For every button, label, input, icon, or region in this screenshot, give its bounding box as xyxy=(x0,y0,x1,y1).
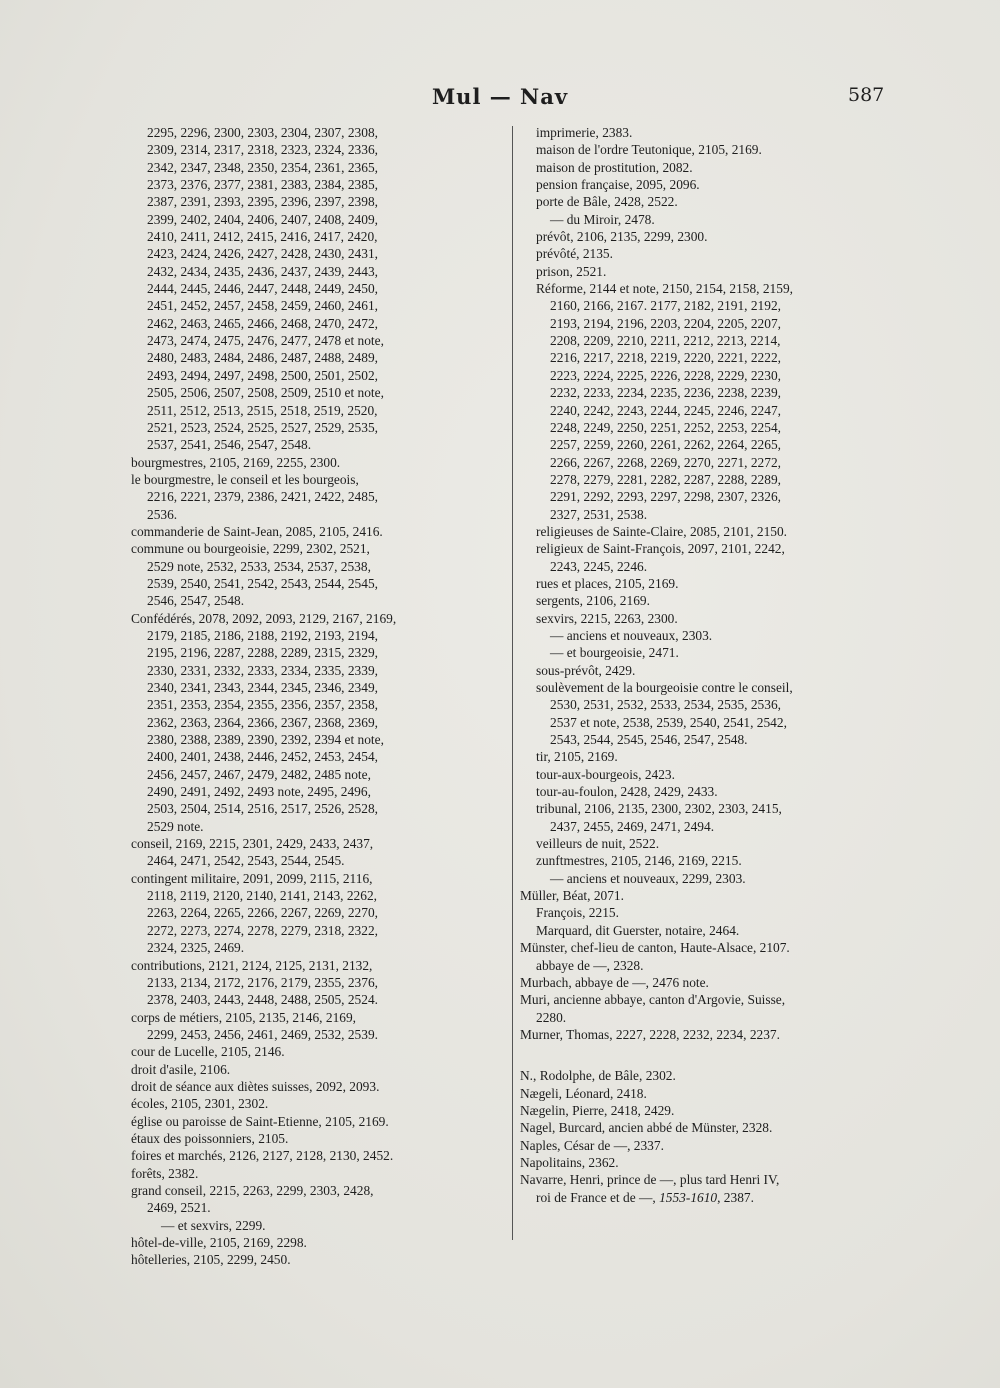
index-text: 2380, 2388, 2389, 2390, 2392, 2394 et note, xyxy=(147,732,384,748)
index-entry-continuation xyxy=(520,644,905,661)
index-text: grand conseil, 2215, 2263, 2299, 2303, 2428, xyxy=(131,1182,374,1198)
index-entry xyxy=(131,1182,501,1199)
index-dates: 1553-1610 xyxy=(659,1189,718,1205)
index-entry-continuation xyxy=(520,245,905,262)
index-text: N., Rodolphe, de Bâle, 2302. xyxy=(520,1068,676,1084)
index-entry-continuation xyxy=(131,748,501,765)
index-entry-continuation xyxy=(520,488,905,505)
index-entry-continuation xyxy=(131,1026,501,1043)
index-text: 2387, 2391, 2393, 2395, 2396, 2397, 2398, xyxy=(147,194,378,210)
index-text: — anciens et nouveaux, 2303. xyxy=(550,627,713,643)
index-text: 2539, 2540, 2541, 2542, 2543, 2544, 2545, xyxy=(147,575,378,591)
index-text: hôtelleries, 2105, 2299, 2450. xyxy=(131,1252,291,1268)
index-entry-continuation xyxy=(520,731,905,748)
index-text: 2208, 2209, 2210, 2211, 2212, 2213, 2214, xyxy=(550,333,781,349)
index-text: tour-aux-bourgeois, 2423. xyxy=(536,766,675,782)
index-text: Confédérés, 2078, 2092, 2093, 2129, 2167, 2169, xyxy=(131,610,397,626)
index-text: tir, 2105, 2169. xyxy=(536,749,618,765)
index-entry xyxy=(131,1095,501,1112)
index-entry-continuation xyxy=(131,332,501,349)
index-entry-continuation xyxy=(131,800,501,817)
index-entry-continuation xyxy=(131,1217,501,1234)
index-entry-continuation xyxy=(520,957,905,974)
index-text: écoles, 2105, 2301, 2302. xyxy=(131,1096,269,1112)
index-entry-continuation xyxy=(520,176,905,193)
index-text: 2543, 2544, 2545, 2546, 2547, 2548. xyxy=(550,732,748,748)
index-entry xyxy=(520,939,905,956)
index-text: foires et marchés, 2126, 2127, 2128, 2130, 2452. xyxy=(131,1148,394,1164)
index-text: tribunal, 2106, 2135, 2300, 2302, 2303, 2415, xyxy=(536,801,782,817)
index-entry-continuation xyxy=(520,349,905,366)
index-entry-continuation xyxy=(520,419,905,436)
index-text: prison, 2521. xyxy=(536,263,607,279)
index-entry xyxy=(520,1171,905,1188)
index-entry xyxy=(520,1154,905,1171)
index-entry xyxy=(131,540,501,557)
index-text: 2530, 2531, 2532, 2533, 2534, 2535, 2536, xyxy=(550,697,781,713)
index-text: Napolitains, 2362. xyxy=(520,1154,619,1170)
index-entry-continuation xyxy=(131,436,501,453)
index-text: — et bourgeoisie, 2471. xyxy=(550,645,679,661)
index-text: 2263, 2264, 2265, 2266, 2267, 2269, 2270, xyxy=(147,905,378,921)
index-text: 2529 note. xyxy=(147,818,204,834)
index-entry xyxy=(131,1251,501,1268)
index-entry-continuation xyxy=(520,124,905,141)
index-text: Navarre, Henri, prince de —, plus tard Henri IV, xyxy=(520,1172,780,1188)
index-entry-continuation xyxy=(520,870,905,887)
index-text: 2278, 2279, 2281, 2282, 2287, 2288, 2289, xyxy=(550,471,781,487)
index-entry-continuation xyxy=(520,402,905,419)
section-gap xyxy=(520,1043,905,1067)
index-text: 2546, 2547, 2548. xyxy=(147,593,245,609)
index-text: 2272, 2273, 2274, 2278, 2279, 2318, 2322, xyxy=(147,922,378,938)
index-text: 2342, 2347, 2348, 2350, 2354, 2361, 2365, xyxy=(147,159,378,175)
index-text: 2505, 2506, 2507, 2508, 2509, 2510 et note, xyxy=(147,385,384,401)
index-entry-continuation xyxy=(131,731,501,748)
index-entry xyxy=(520,1067,905,1084)
index-text: Nagel, Burcard, ancien abbé de Münster, 2328. xyxy=(520,1120,773,1136)
index-text: 2330, 2331, 2332, 2333, 2334, 2335, 2339, xyxy=(147,662,378,678)
index-text: bourgmestres, 2105, 2169, 2255, 2300. xyxy=(131,454,341,470)
index-text: religieuses de Sainte-Claire, 2085, 2101, 2150. xyxy=(536,523,788,539)
index-entry-continuation xyxy=(520,367,905,384)
index-entry-continuation xyxy=(131,245,501,262)
index-text: Réforme, 2144 et note, 2150, 2154, 2158, 2159, xyxy=(536,281,793,297)
index-text: imprimerie, 2383. xyxy=(536,125,633,140)
index-text: 2232, 2233, 2234, 2235, 2236, 2238, 2239, xyxy=(550,385,781,401)
running-header: Mul — Nav xyxy=(431,84,569,109)
index-entry-continuation xyxy=(131,592,501,609)
index-text: sous-prévôt, 2429. xyxy=(536,662,636,678)
index-entry xyxy=(520,991,905,1008)
index-text: maison de l'ordre Teutonique, 2105, 2169. xyxy=(536,142,762,158)
index-text: soulèvement de la bourgeoisie contre le conseil, xyxy=(536,680,793,695)
column-divider xyxy=(512,126,513,1240)
index-text: 2280. xyxy=(536,1009,567,1025)
index-entry-continuation xyxy=(131,852,501,869)
index-entry-continuation xyxy=(131,211,501,228)
index-entry-continuation xyxy=(131,176,501,193)
index-entry-continuation xyxy=(131,1199,501,1216)
index-entry-continuation xyxy=(131,766,501,783)
index-entry-continuation xyxy=(520,471,905,488)
index-entry xyxy=(520,887,905,904)
index-entry-continuation xyxy=(520,818,905,835)
index-text: 2469, 2521. xyxy=(147,1200,211,1216)
index-entry xyxy=(520,1119,905,1136)
index-entry xyxy=(131,1078,501,1095)
index-entry-continuation xyxy=(520,506,905,523)
index-text: 2537 et note, 2538, 2539, 2540, 2541, 2542, xyxy=(550,714,787,730)
index-text: église ou paroisse de Saint-Etienne, 2105, 2169. xyxy=(131,1113,389,1129)
index-column-right xyxy=(520,124,905,1206)
index-text: 2243, 2245, 2246. xyxy=(550,558,648,574)
index-text: 2451, 2452, 2457, 2458, 2459, 2460, 2461, xyxy=(147,298,378,314)
index-entry-continuation xyxy=(131,506,501,523)
index-text: 2327, 2531, 2538. xyxy=(550,506,648,522)
index-text: abbaye de —, 2328. xyxy=(536,957,644,973)
index-text: Muri, ancienne abbaye, canton d'Argovie, Suisse, xyxy=(520,992,786,1008)
index-text: 2410, 2411, 2412, 2415, 2416, 2417, 2420, xyxy=(147,229,378,245)
index-entry-continuation xyxy=(131,297,501,314)
index-entry-continuation xyxy=(131,575,501,592)
index-text: Naples, César de —, 2337. xyxy=(520,1137,664,1153)
index-entry-continuation xyxy=(131,696,501,713)
index-text: contingent militaire, 2091, 2099, 2115, 2116, xyxy=(131,870,373,886)
index-text: 2462, 2463, 2465, 2466, 2468, 2470, 2472, xyxy=(147,315,378,331)
index-entry-continuation xyxy=(520,748,905,765)
index-entry-continuation xyxy=(520,696,905,713)
index-entry-continuation xyxy=(131,280,501,297)
index-entry-continuation xyxy=(131,159,501,176)
index-entry-continuation xyxy=(520,714,905,731)
index-text: commanderie de Saint-Jean, 2085, 2105, 2416. xyxy=(131,523,383,539)
index-entry xyxy=(131,610,501,627)
index-entry-continuation xyxy=(520,141,905,158)
index-text: forêts, 2382. xyxy=(131,1165,199,1181)
index-text: conseil, 2169, 2215, 2301, 2429, 2433, 2437, xyxy=(131,836,374,852)
index-text: — du Miroir, 2478. xyxy=(550,211,655,227)
index-entry-continuation xyxy=(520,280,905,297)
index-text: 2536. xyxy=(147,506,178,522)
index-text: 2521, 2523, 2524, 2525, 2527, 2529, 2535, xyxy=(147,419,378,435)
index-entry xyxy=(131,1043,501,1060)
index-entry xyxy=(131,835,501,852)
index-text: étaux des poissonniers, 2105. xyxy=(131,1130,289,1146)
index-text: François, 2215. xyxy=(536,905,619,921)
index-entry-continuation xyxy=(520,852,905,869)
index-entry xyxy=(131,1234,501,1251)
index-text: 2400, 2401, 2438, 2446, 2452, 2453, 2454, xyxy=(147,749,378,765)
index-entry-continuation xyxy=(131,193,501,210)
index-text: veilleurs de nuit, 2522. xyxy=(536,836,660,852)
index-text-tail: , 2387. xyxy=(717,1189,754,1205)
index-entry-continuation xyxy=(520,627,905,644)
index-entry xyxy=(131,1147,501,1164)
index-entry-continuation xyxy=(131,818,501,835)
index-text: 2240, 2242, 2243, 2244, 2245, 2246, 2247, xyxy=(550,402,781,418)
index-entry-continuation xyxy=(520,558,905,575)
index-entry-continuation xyxy=(520,332,905,349)
index-entry-continuation xyxy=(131,419,501,436)
index-text: commune ou bourgeoisie, 2299, 2302, 2521, xyxy=(131,541,370,557)
index-text: 2473, 2474, 2475, 2476, 2477, 2478 et note, xyxy=(147,333,384,349)
index-entry-continuation xyxy=(520,1009,905,1026)
index-entry-continuation xyxy=(520,610,905,627)
index-entry-continuation xyxy=(131,384,501,401)
index-entry-continuation xyxy=(520,193,905,210)
index-entry-continuation xyxy=(520,384,905,401)
index-entry xyxy=(131,870,501,887)
index-entry-continuation xyxy=(520,783,905,800)
index-text: Murner, Thomas, 2227, 2228, 2232, 2234, 2237. xyxy=(520,1026,780,1042)
index-text: cour de Lucelle, 2105, 2146. xyxy=(131,1044,285,1060)
index-entry-continuation xyxy=(131,263,501,280)
index-text: 2444, 2445, 2446, 2447, 2448, 2449, 2450, xyxy=(147,281,378,297)
index-text: Nægelin, Pierre, 2418, 2429. xyxy=(520,1102,675,1118)
index-text: 2351, 2353, 2354, 2355, 2356, 2357, 2358, xyxy=(147,697,378,713)
index-text: sexvirs, 2215, 2263, 2300. xyxy=(536,610,678,626)
index-text: 2193, 2194, 2196, 2203, 2204, 2205, 2207, xyxy=(550,315,781,331)
index-entry-continuation xyxy=(520,523,905,540)
index-entry-continuation xyxy=(131,922,501,939)
index-text: 2248, 2249, 2250, 2251, 2252, 2253, 2254, xyxy=(550,419,781,435)
index-text: hôtel-de-ville, 2105, 2169, 2298. xyxy=(131,1235,307,1250)
index-entry-continuation xyxy=(520,436,905,453)
index-entry-continuation xyxy=(131,644,501,661)
index-text: 2378, 2403, 2443, 2448, 2488, 2505, 2524. xyxy=(147,992,378,1008)
index-entry xyxy=(131,454,501,471)
index-entry-continuation xyxy=(131,558,501,575)
index-entry-continuation xyxy=(131,887,501,904)
index-text: — anciens et nouveaux, 2299, 2303. xyxy=(550,870,746,886)
index-entry-continuation xyxy=(520,904,905,921)
index-text: 2464, 2471, 2542, 2543, 2544, 2545. xyxy=(147,853,345,869)
index-text: 2362, 2363, 2364, 2366, 2367, 2368, 2369, xyxy=(147,714,378,730)
index-entry-continuation xyxy=(131,662,501,679)
index-entry-continuation xyxy=(131,124,501,141)
index-text: maison de prostitution, 2082. xyxy=(536,159,693,175)
index-text: 2195, 2196, 2287, 2288, 2289, 2315, 2329, xyxy=(147,645,378,661)
index-text: 2340, 2341, 2343, 2344, 2345, 2346, 2349, xyxy=(147,680,378,695)
index-entry xyxy=(131,1130,501,1147)
index-text: 2216, 2221, 2379, 2386, 2421, 2422, 2485, xyxy=(147,489,378,505)
index-text: Müller, Béat, 2071. xyxy=(520,888,624,904)
index-entry-continuation xyxy=(520,766,905,783)
index-entry-continuation xyxy=(131,349,501,366)
index-entry-continuation xyxy=(520,800,905,817)
index-text: 2490, 2491, 2492, 2493 note, 2495, 2496, xyxy=(147,784,371,800)
index-text: prévôt, 2106, 2135, 2299, 2300. xyxy=(536,229,708,245)
index-text: 2118, 2119, 2120, 2140, 2141, 2143, 2262, xyxy=(147,888,377,904)
index-text: 2480, 2483, 2484, 2486, 2487, 2488, 2489, xyxy=(147,350,378,366)
index-text: Münster, chef-lieu de canton, Haute-Alsace, 2107. xyxy=(520,940,790,956)
page-number: 587 xyxy=(848,84,885,106)
index-entry-continuation xyxy=(131,141,501,158)
index-entry xyxy=(520,1026,905,1043)
index-entry-continuation xyxy=(131,402,501,419)
index-column-left xyxy=(131,124,501,1269)
index-text: 2529 note, 2532, 2533, 2534, 2537, 2538, xyxy=(147,558,371,574)
index-entry-continuation xyxy=(520,228,905,245)
index-text: sergents, 2106, 2169. xyxy=(536,593,650,609)
index-text: 2299, 2453, 2456, 2461, 2469, 2532, 2539. xyxy=(147,1026,378,1042)
index-entry xyxy=(131,1009,501,1026)
index-entry-continuation xyxy=(520,211,905,228)
index-text: 2432, 2434, 2435, 2436, 2437, 2439, 2443, xyxy=(147,263,378,279)
index-text: 2223, 2224, 2225, 2226, 2228, 2229, 2230, xyxy=(550,367,781,383)
index-entry-continuation xyxy=(520,540,905,557)
index-entry-continuation xyxy=(131,904,501,921)
index-text: contributions, 2121, 2124, 2125, 2131, 2132, xyxy=(131,957,373,973)
index-text: 2216, 2217, 2218, 2219, 2220, 2221, 2222, xyxy=(550,350,781,366)
index-entry-continuation xyxy=(131,939,501,956)
index-text: porte de Bâle, 2428, 2522. xyxy=(536,194,678,210)
index-entry xyxy=(131,957,501,974)
index-entry-continuation xyxy=(131,367,501,384)
index-text: 2295, 2296, 2300, 2303, 2304, 2307, 2308, xyxy=(147,125,378,140)
index-entry-continuation xyxy=(131,714,501,731)
index-text: 2266, 2267, 2268, 2269, 2270, 2271, 2272, xyxy=(550,454,781,470)
index-text: Murbach, abbaye de —, 2476 note. xyxy=(520,974,709,990)
index-entry xyxy=(520,974,905,991)
index-entry-continuation xyxy=(520,679,905,696)
index-entry-continuation xyxy=(131,679,501,696)
index-entry-continuation xyxy=(520,922,905,939)
index-entry-continuation xyxy=(131,783,501,800)
index-entry-continuation xyxy=(131,228,501,245)
index-text: corps de métiers, 2105, 2135, 2146, 2169, xyxy=(131,1009,357,1025)
index-entry-continuation xyxy=(131,627,501,644)
index-text: 2309, 2314, 2317, 2318, 2323, 2324, 2336, xyxy=(147,142,378,158)
index-text: rues et places, 2105, 2169. xyxy=(536,575,679,591)
index-text: 2511, 2512, 2513, 2515, 2518, 2519, 2520, xyxy=(147,402,378,418)
index-text: 2257, 2259, 2260, 2261, 2262, 2264, 2265, xyxy=(550,437,781,453)
index-entry-continuation xyxy=(520,315,905,332)
index-text: 2537, 2541, 2546, 2547, 2548. xyxy=(147,437,312,453)
index-text: droit de séance aux diètes suisses, 2092, 2093. xyxy=(131,1078,380,1094)
index-entry-continuation xyxy=(520,159,905,176)
index-text: 2291, 2292, 2293, 2297, 2298, 2307, 2326, xyxy=(550,489,781,505)
index-text: 2399, 2402, 2404, 2406, 2407, 2408, 2409, xyxy=(147,211,378,227)
index-entry xyxy=(520,1085,905,1102)
index-entry xyxy=(131,1165,501,1182)
index-entry xyxy=(131,1113,501,1130)
index-entry xyxy=(131,523,501,540)
index-text: roi de France et de —, xyxy=(536,1189,660,1205)
index-text: le bourgmestre, le conseil et les bourgeois, xyxy=(131,471,359,487)
index-entry-continuation xyxy=(131,974,501,991)
index-entry-continuation xyxy=(520,662,905,679)
index-entry xyxy=(131,471,501,488)
index-text: droit d'asile, 2106. xyxy=(131,1061,231,1077)
index-entry xyxy=(131,1061,501,1078)
index-entry-continuation xyxy=(520,263,905,280)
index-text: 2160, 2166, 2167. 2177, 2182, 2191, 2192, xyxy=(550,298,781,314)
index-text: 2437, 2455, 2469, 2471, 2494. xyxy=(550,818,715,834)
index-text: Marquard, dit Guerster, notaire, 2464. xyxy=(536,922,740,938)
index-text: 2179, 2185, 2186, 2188, 2192, 2193, 2194, xyxy=(147,627,378,643)
index-text: 2133, 2134, 2172, 2176, 2179, 2355, 2376, xyxy=(147,974,378,990)
index-text: 2423, 2424, 2426, 2427, 2428, 2430, 2431, xyxy=(147,246,378,262)
index-text: 2503, 2504, 2514, 2516, 2517, 2526, 2528, xyxy=(147,801,378,817)
index-entry xyxy=(520,1137,905,1154)
index-text: 2324, 2325, 2469. xyxy=(147,940,245,956)
index-entry-continuation xyxy=(520,575,905,592)
index-entry-continuation xyxy=(131,315,501,332)
index-entry-continuation xyxy=(520,835,905,852)
index-text: Nægeli, Léonard, 2418. xyxy=(520,1085,647,1101)
index-text: — et sexvirs, 2299. xyxy=(161,1217,266,1233)
index-text: prévôté, 2135. xyxy=(536,246,613,262)
index-entry-continuation xyxy=(131,991,501,1008)
index-entry xyxy=(520,1102,905,1119)
index-entry-continuation xyxy=(520,454,905,471)
index-entry-continuation xyxy=(131,488,501,505)
index-text: tour-au-foulon, 2428, 2429, 2433. xyxy=(536,784,718,800)
index-entry-continuation xyxy=(520,1189,905,1206)
index-text: pension française, 2095, 2096. xyxy=(536,177,700,193)
index-entry-continuation xyxy=(520,297,905,314)
index-text: 2456, 2457, 2467, 2479, 2482, 2485 note, xyxy=(147,766,371,782)
index-text: religieux de Saint-François, 2097, 2101, 2242, xyxy=(536,541,785,557)
index-text: 2493, 2494, 2497, 2498, 2500, 2501, 2502, xyxy=(147,367,378,383)
index-entry-continuation xyxy=(520,592,905,609)
index-text: zunftmestres, 2105, 2146, 2169, 2215. xyxy=(536,853,742,869)
index-text: 2373, 2376, 2377, 2381, 2383, 2384, 2385, xyxy=(147,177,378,193)
